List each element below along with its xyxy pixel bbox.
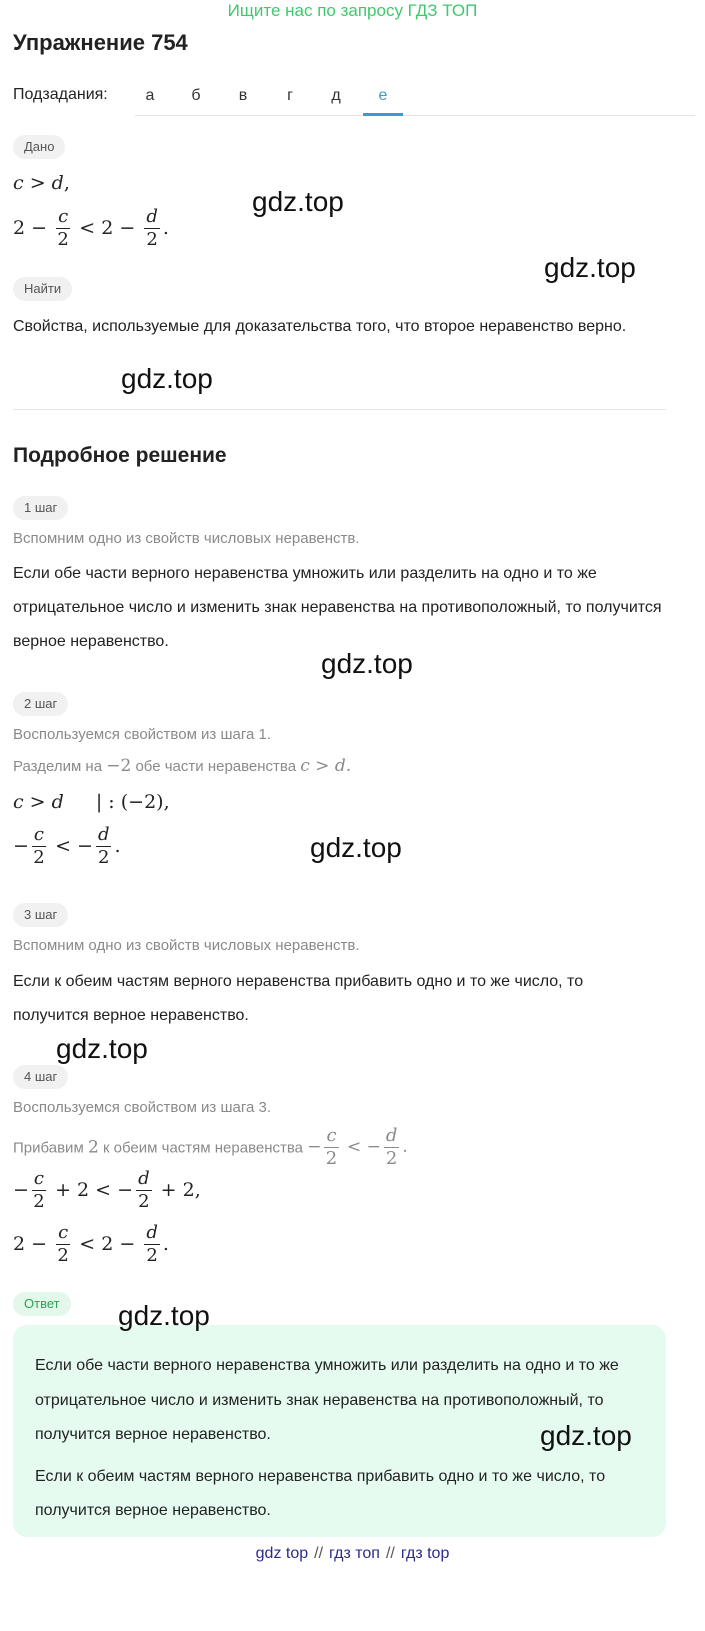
given-badge: Дано xyxy=(13,135,65,159)
given-inequality-2: 2 − $\frac{c}{2}$ < 2 − $\frac{d}{2}$ . xyxy=(13,206,169,250)
step-4-intro-2: Прибавим 2 к обеим частям неравенства − $\frac{c}{2}$ < − $\frac{d}{2}$ . xyxy=(13,1125,408,1169)
tab-g[interactable]: г xyxy=(287,87,293,104)
step-3-badge: 3 шаг xyxy=(13,903,68,927)
step-3-intro: Вспомним одно из свойств числовых неравенств. xyxy=(13,937,360,954)
step-2-badge: 2 шаг xyxy=(13,692,68,716)
divider xyxy=(13,409,666,410)
watermark: gdz.top xyxy=(310,832,402,863)
answer-badge: Ответ xyxy=(13,1292,71,1316)
footer-link-3[interactable]: гдз top xyxy=(400,1545,450,1562)
tab-e[interactable]: е xyxy=(363,76,403,116)
step-3-text: Если к обеим частям верного неравенства прибавить одно и то же число, то получится верное неравенство. xyxy=(13,973,584,1024)
footer xyxy=(0,1540,705,1568)
given-inequality-1: c > d, xyxy=(13,172,70,194)
step-2-intro: Воспользуемся свойством из шага 1. xyxy=(13,726,272,743)
watermark: gdz.top xyxy=(544,252,636,283)
find-text: Свойства, используемые для доказательства того, что второе неравенство верно. xyxy=(13,318,627,335)
step-4-line-2: 2 − $\frac{c}{2}$ < 2 − $\frac{d}{2}$ . xyxy=(13,1222,169,1266)
find-badge: Найти xyxy=(13,277,72,301)
step-2-intro-2: Разделим на −2 обе части неравенства c > d. xyxy=(13,756,352,776)
top-banner[interactable]: Ищите нас по запросу ГДЗ ТОП xyxy=(227,1,478,20)
step-1-text: Если обе части верного неравенства умножить или разделить на одно и то же отрицательное число и изменить знак неравенства на противоположный, то получится верное неравенство. xyxy=(13,565,662,650)
footer-link-2[interactable]: гдз топ xyxy=(329,1545,380,1562)
tab-d[interactable]: д xyxy=(331,87,341,104)
watermark: gdz.top xyxy=(321,648,413,679)
answer-paragraph-1: Если обе части верного неравенства умножить или разделить на одно и то же отрицательное число и изменить знак неравенства на противоположный, то получится верное неравенство. xyxy=(35,1357,619,1443)
step-1-badge: 1 шаг xyxy=(13,496,68,520)
step-4-intro: Воспользуемся свойством из шага 3. xyxy=(13,1099,272,1116)
answer-paragraph-2: Если к обеим частям верного неравенства прибавить одно и то же число, то получится верное неравенство. xyxy=(35,1467,606,1519)
footer-separator: // xyxy=(385,1545,395,1562)
tab-a[interactable]: а xyxy=(145,87,155,104)
step-2-line-1: c > d | : (−2), xyxy=(13,791,170,813)
watermark: gdz.top xyxy=(252,186,344,217)
step-4-line-1: − $\frac{c}{2}$ + 2 < − $\frac{d}{2}$ + 2, xyxy=(13,1168,201,1212)
footer-separator: // xyxy=(314,1545,324,1562)
step-4-badge: 4 шаг xyxy=(13,1065,68,1089)
footer-link-1[interactable]: gdz top xyxy=(255,1545,309,1562)
tab-b[interactable]: б xyxy=(191,87,201,104)
tab-v[interactable]: в xyxy=(238,87,248,104)
page-title: Упражнение 754 xyxy=(13,30,188,55)
watermark: gdz.top xyxy=(121,363,213,394)
watermark: gdz.top xyxy=(56,1033,148,1064)
watermark: gdz.top xyxy=(118,1300,210,1331)
subtasks-tabs xyxy=(135,76,695,116)
subtasks-label: Подзадания: xyxy=(13,86,108,103)
step-1-intro: Вспомним одно из свойств числовых неравенств. xyxy=(13,530,360,547)
solution-title: Подробное решение xyxy=(13,444,227,467)
watermark: gdz.top xyxy=(540,1420,632,1451)
step-2-line-2: − $\frac{c}{2}$ < − $\frac{d}{2}$ . xyxy=(13,824,121,868)
